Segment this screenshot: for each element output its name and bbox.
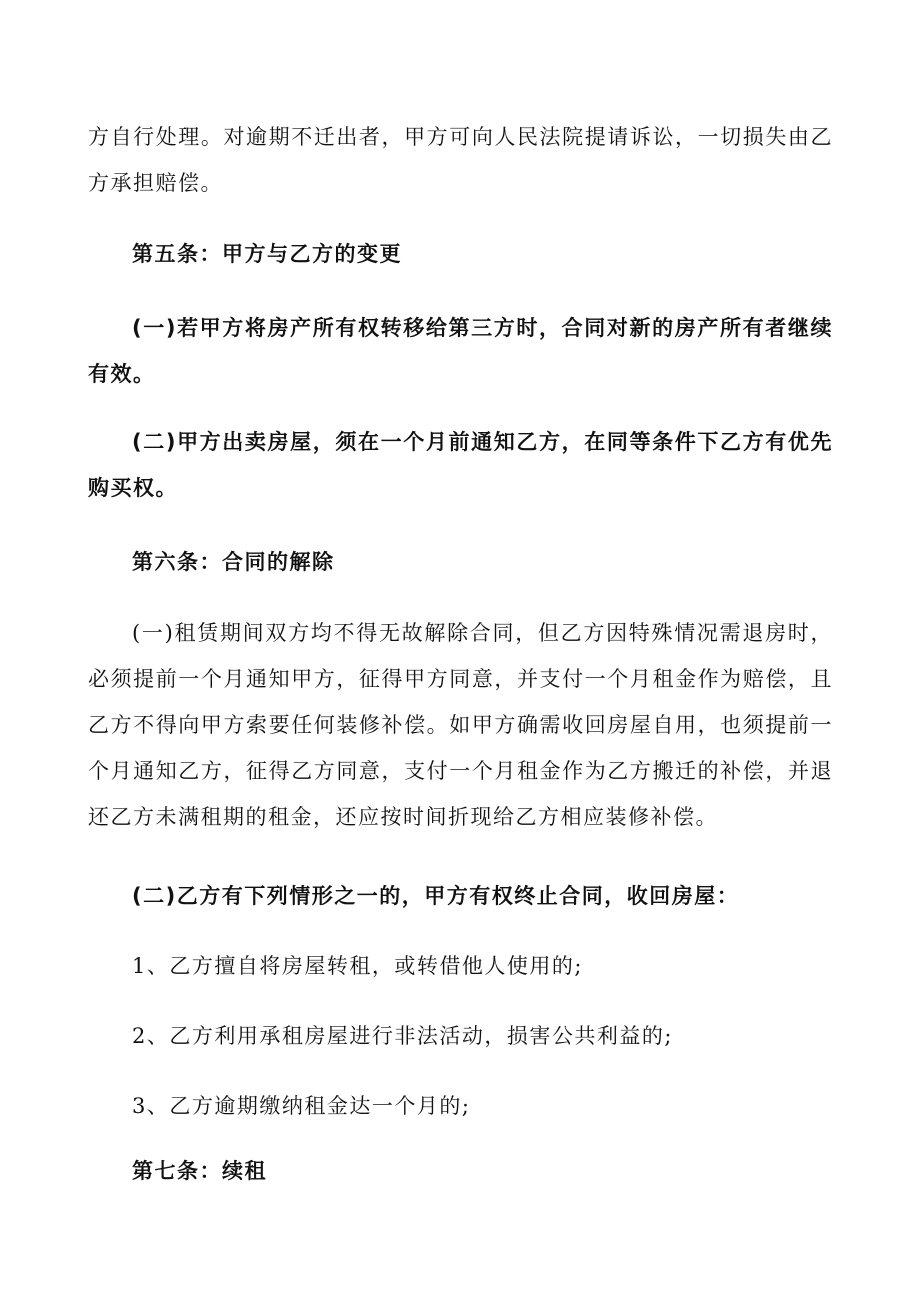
article-6-clause-1: (一)租赁期间双方均不得无故解除合同，但乙方因特殊情况需退房时，必须提前一个月通知甲方，征得甲方同意，并支付一个月租金作为赔偿，且乙方不得向甲方索要任何装修补偿。如甲方确需收回房屋自用，也须提前一个月通知乙方，征得乙方同意，支付一个月租金作为乙方搬迁的补偿，并退还乙方未满租期的租金，还应按时间折现给乙方相应装修补偿。	[88, 621, 833, 829]
article-7-heading: 第七条：续租	[132, 1159, 267, 1183]
article-5-clause-1: (一)若甲方将房产所有权转移给第三方时，合同对新的房产所有者继续有效。	[88, 316, 833, 386]
list-item-3: 3、乙方逾期缴纳租金达一个月的;	[132, 1094, 471, 1118]
list-item-2: 2、乙方利用承租房屋进行非法活动，损害公共利益的;	[132, 1024, 673, 1048]
article-6-clause-2: (二)乙方有下列情形之一的，甲方有权终止合同，收回房屋：	[132, 884, 740, 908]
article-5-heading: 第五条：甲方与乙方的变更	[132, 242, 402, 266]
article-5-clause-2: (二)甲方出卖房屋，须在一个月前通知乙方，在同等条件下乙方有优先购买权。	[88, 430, 833, 500]
list-item-1: 1、乙方擅自将房屋转租，或转借他人使用的;	[132, 954, 583, 978]
article-6-heading: 第六条：合同的解除	[132, 550, 335, 574]
paragraph-continuation: 方自行处理。对逾期不迁出者，甲方可向人民法院提请诉讼，一切损失由乙方承担赔偿。	[88, 125, 833, 195]
